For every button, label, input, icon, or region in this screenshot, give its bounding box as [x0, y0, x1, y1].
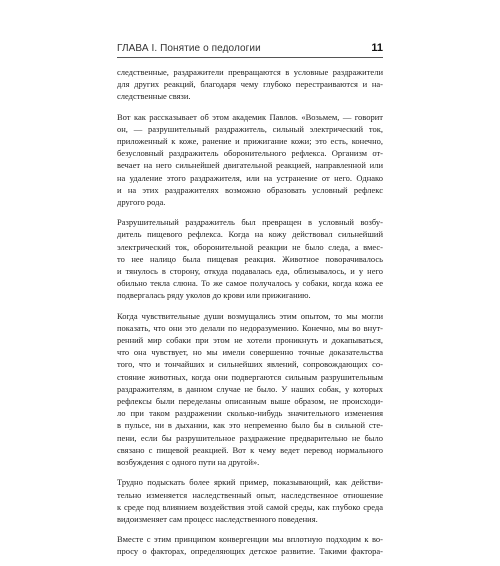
text-line: для других реакций, благодаря чему глубоко перестраиваются и на- — [117, 79, 383, 90]
text-line: и на этих раздражителях возможно образовать условный рефлекс — [117, 184, 383, 195]
text-line: возбуждения с одного пути на другой». — [117, 457, 260, 468]
body-text — [117, 66, 383, 566]
text-line: на удаление этого раздражителя, или на устранение от него. Однако — [117, 172, 383, 183]
text-line: ренний мир собаки при этом не хотели проникнуть и докапываться, — [117, 335, 383, 346]
text-line: обильно текла слюна. То же самое получалось у собаки, когда кожа ее — [117, 278, 383, 289]
text-line: безусловный раздражитель оборонительного рефлекса. Организм от- — [117, 148, 383, 159]
text-line: показать, что они это делали по недоразумению. Конечно, мы во внут- — [117, 322, 383, 333]
text-line: Трудно подыскать более яркий пример, показывающий, как действи- — [117, 477, 383, 488]
text-line: того, что и тончайших и сильнейших явлений, сопровождающих со- — [117, 359, 383, 370]
text-line: ло при таком раздражении сколько-нибудь значительного изменения — [117, 408, 383, 419]
text-line: Вместе с этим принципом конвергенции мы вплотную подходим к во- — [117, 534, 383, 545]
text-line: пени, если бы разрушительное раздражение предварительно не было — [117, 432, 383, 443]
running-head — [117, 38, 383, 58]
text-line: дитель пищевого рефлекса. Когда на кожу действовал сильнейший — [117, 229, 383, 240]
paragraph — [117, 111, 383, 209]
text-line: в пульсе, ни в дыхании, как это непременно было бы в сильной сте- — [117, 420, 383, 431]
text-line: связано с пищевой реакцией. Вот к чему ведет перевод нормального — [117, 444, 383, 455]
text-line: то нее налицо была пищевая реакция. Животное поворачивалось — [117, 253, 383, 264]
text-line: вечает на него сильнейшей двигательной реакцией, направленной или — [117, 160, 383, 171]
text-line: он, — разрушительный раздражитель, сильный электрический ток, — [117, 123, 383, 134]
text-line: следственные связи. — [117, 91, 191, 102]
text-line: просу о факторах, определяющих детское развитие. Такими фактора- — [117, 546, 383, 557]
text-line: другого рода. — [117, 197, 166, 208]
paragraph — [117, 216, 383, 301]
paragraph — [117, 476, 383, 525]
text-line: Разрушительный раздражитель был превращен в условный возбу- — [117, 217, 383, 228]
text-line: и тянулось в сторону, откуда подавалась еда, облизывалось, и у него — [117, 266, 383, 277]
header-rule — [117, 57, 383, 58]
text-line: тельно изменяется наследственный опыт, наследственное отношение — [117, 489, 383, 500]
text-line: стояние животных, когда они подвергаются сильным разрушительным — [117, 371, 383, 382]
paragraph — [117, 533, 383, 557]
paragraph — [117, 66, 383, 103]
text-line: подвергалась ряду уколов до крови или прижиганию. — [117, 290, 311, 301]
page-number: 11 — [371, 42, 383, 54]
text-line: Когда чувствительные души возмущались этим опытом, то мы могли — [117, 310, 383, 321]
text-line: что она чувствует, но мы имели совершенно точные доказательства — [117, 347, 383, 358]
text-line: рефлексы были переделаны описанным выше образом, не происходи- — [117, 396, 383, 407]
paragraph — [117, 310, 383, 469]
chapter-title: ГЛАВА I. Понятие о педологии — [117, 42, 261, 54]
text-line: к среде под влиянием воздействия этой самой среды, как глубоко среда — [117, 501, 383, 512]
text-line: следственные, раздражители превращаются в условные раздражители — [117, 67, 383, 77]
text-line: раздражителям, в данном случае не было. У наших собак, у которых — [117, 383, 383, 394]
text-line: видоизменяет сам процесс наследственного поведения. — [117, 513, 318, 524]
text-line: приложенный к коже, ранение и прижигание кожи; это есть, конечно, — [117, 136, 383, 147]
text-line: Вот как рассказывает об этом академик Павлов. «Возьмем, — говорит — [117, 111, 383, 122]
text-line: электрический ток, оборонительной реакции не было следа, а вмес- — [117, 241, 383, 252]
